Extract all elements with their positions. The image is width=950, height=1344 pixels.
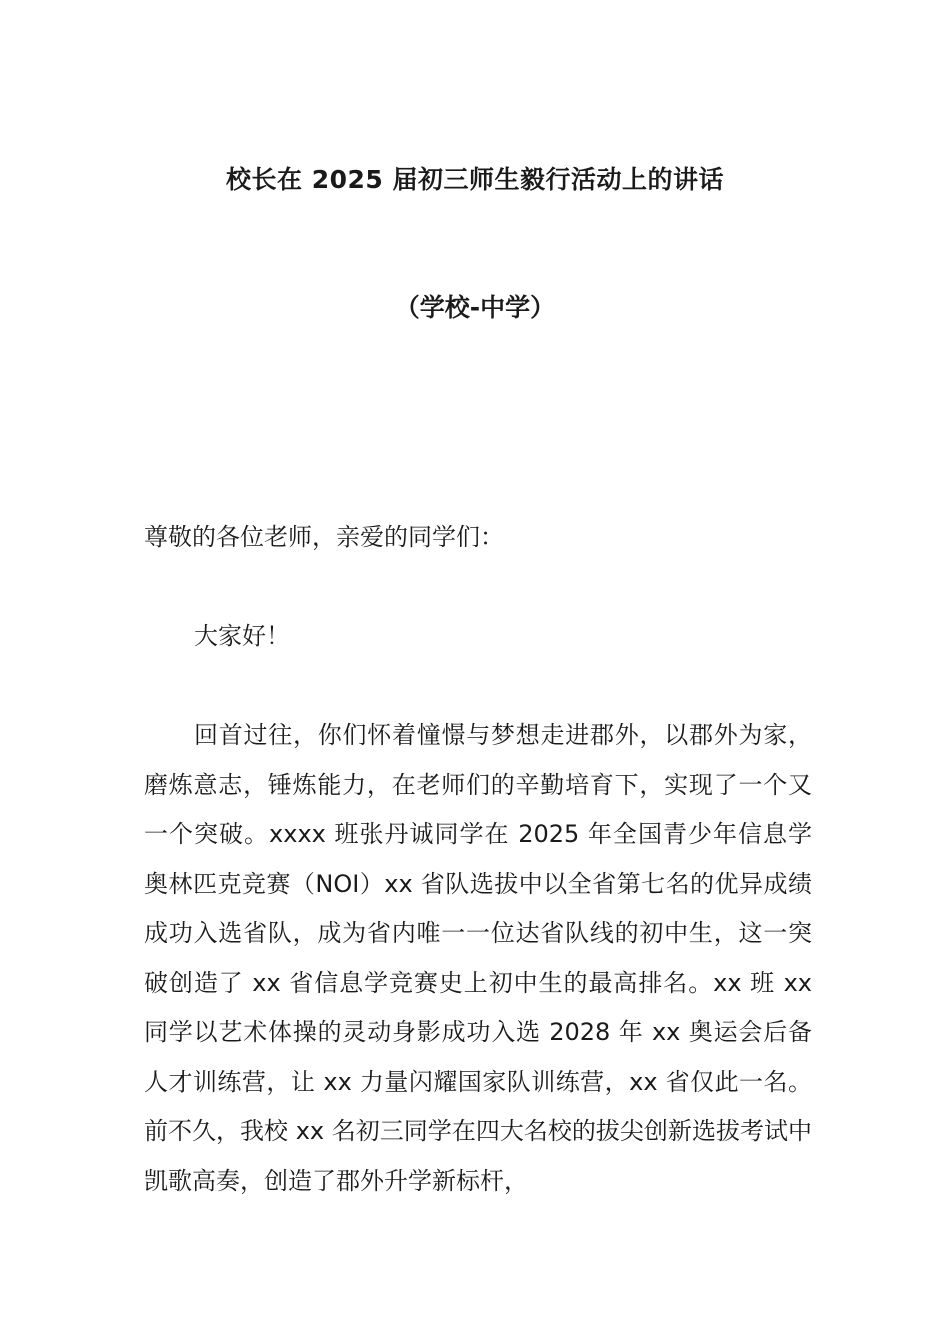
document-title: 校长在 2025 届初三师生毅行活动上的讲话 [226,165,724,194]
body-paragraph: 回首过往，你们怀着憧憬与梦想走进郡外，以郡外为家，磨炼意志，锤炼能力，在老师们的辛勤培育下，实现了一个又一个突破。xxxx 班张丹诚同学在 2025 年全国青少年信息学奥林匹克竞赛（NOI）xx 省队选拔中以全省第七名的优异成绩成功入选省队，成为省内唯一一位达省队线的初中生，这一突破创造了 xx 省信息学竞赛史上初中生的最高排名。xx 班 xx 同学以艺术体操的灵动身影成功入选 2028 年 xx 奥运会后备人才训练营，让 xx 力量闪耀国家队训练营，xx 省仅此一名。前不久，我校 xx 名初三同学在四大名校的拔尖创新选拔考试中凯歌高奏，创造了郡外升学新标杆， [144,721,812,1195]
salutation: 尊敬的各位老师，亲爱的同学们： [144,523,504,551]
document-subtitle: （学校-中学） [394,293,556,322]
greeting: 大家好！ [194,622,290,650]
